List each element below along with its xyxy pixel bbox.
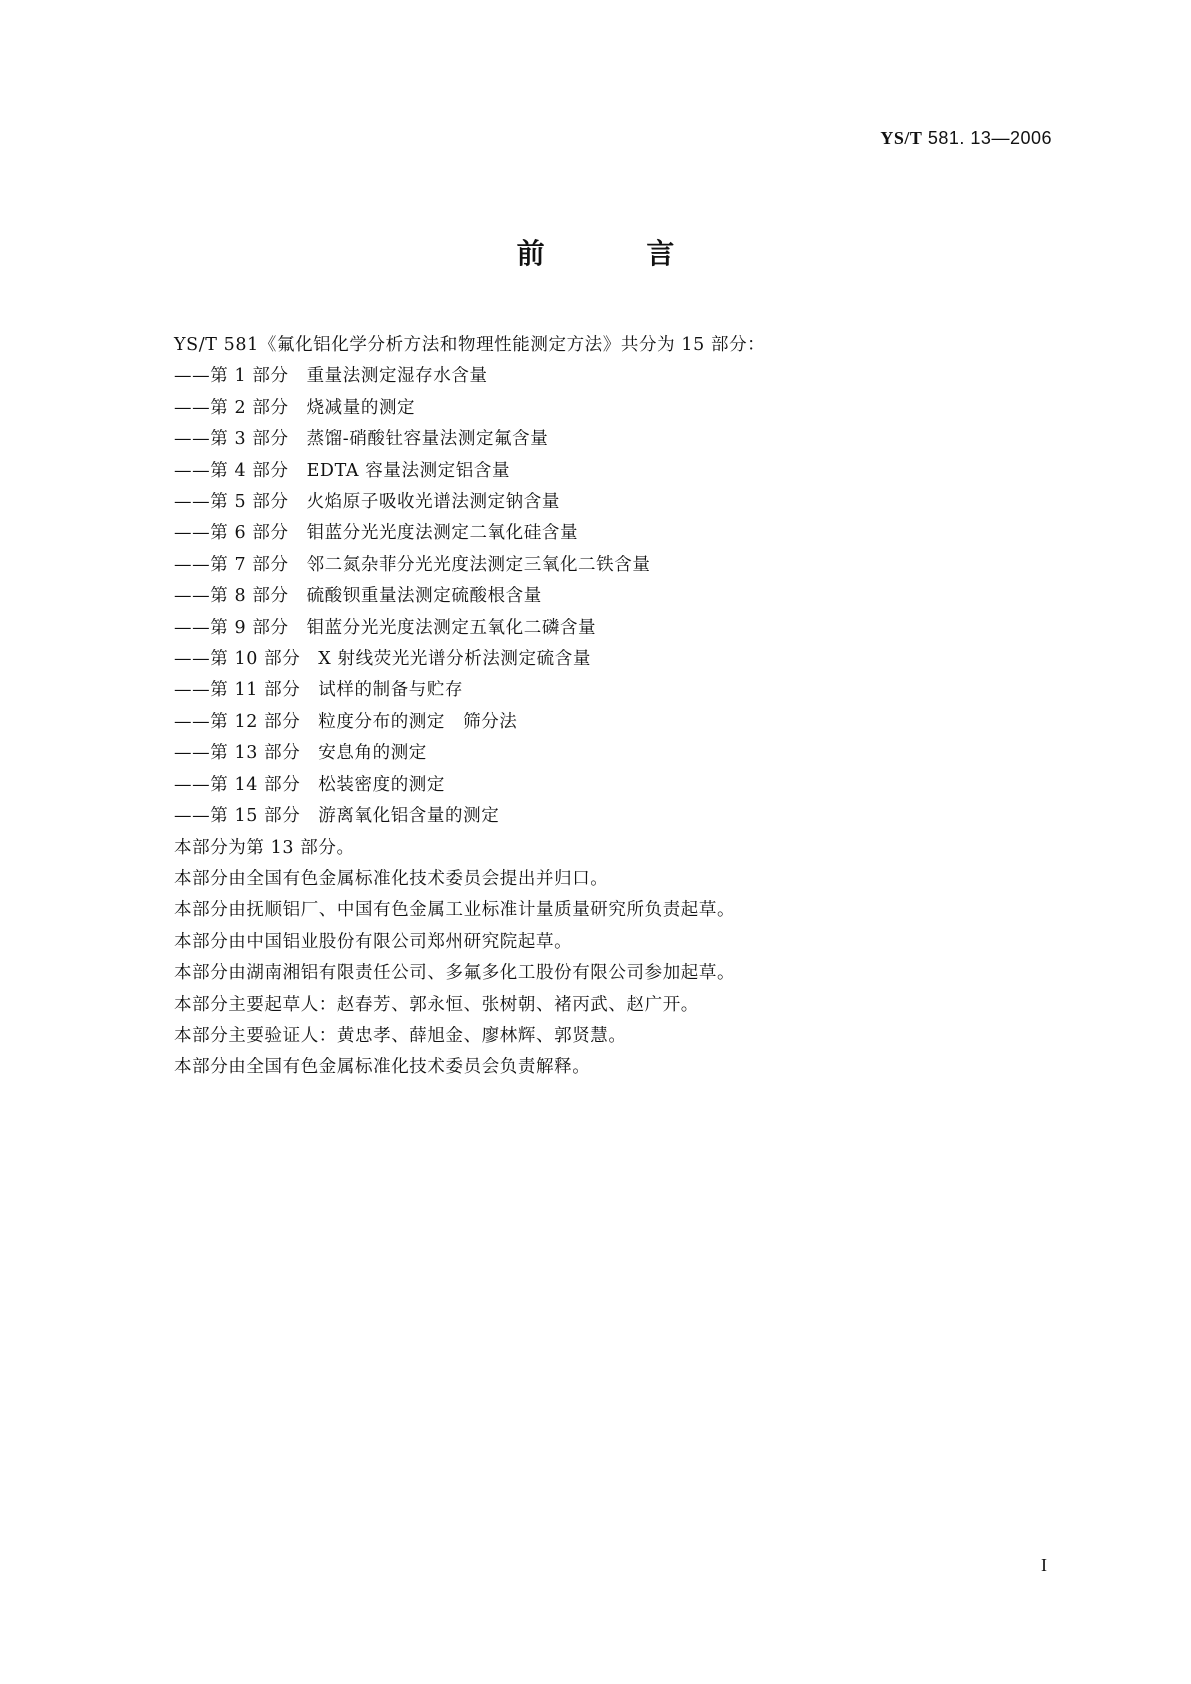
parts-list [174,361,1074,832]
part-number: ——第 12 部分 [174,711,301,732]
list-item [174,487,1074,518]
part-number: ——第 1 部分 [174,366,289,387]
list-item [174,801,1074,832]
list-item [174,707,1074,738]
list-item [174,770,1074,801]
part-number: ——第 6 部分 [174,523,289,544]
paragraph-participating-drafters: 本部分由湖南湘铝有限责任公司、多氟多化工股份有限公司参加起草。 [174,963,736,984]
part-number: ——第 8 部分 [174,586,289,607]
part-title: 钼蓝分光光度法测定二氧化硅含量 [306,523,579,544]
list-item [174,456,1074,487]
list-item [174,518,1074,549]
part-number: ——第 2 部分 [174,397,289,418]
part-number: ——第 9 部分 [174,617,289,638]
part-title: 烧减量的测定 [306,397,416,418]
list-item [174,581,1074,612]
foreword-body [174,330,1074,1084]
intro-paragraph: YS/T 581《氟化铝化学分析方法和物理性能测定方法》共分为 15 部分： [174,335,766,355]
standard-number-value: 581. 13—2006 [927,128,1052,148]
paragraph-main-drafters: 本部分主要起草人：赵春芳、郭永恒、张树朝、褚丙武、赵广开。 [174,994,699,1015]
part-title: X 射线荧光光谱分析法测定硫含量 [318,649,591,670]
page-title: 前 言 [516,237,721,270]
part-number: ——第 4 部分 [174,460,289,481]
part-title: 游离氧化铝含量的测定 [318,806,500,827]
part-title: 粒度分布的测定 筛分法 [318,711,518,732]
part-number: ——第 15 部分 [174,806,301,827]
part-title: 重量法测定湿存水含量 [306,366,488,387]
list-item [174,613,1074,644]
part-title: 硫酸钡重量法测定硫酸根含量 [306,586,542,607]
part-number: ——第 5 部分 [174,492,289,513]
part-title: 试样的制备与贮存 [318,680,464,701]
part-number: ——第 13 部分 [174,743,301,764]
part-title: 邻二氮杂菲分光光度法测定三氧化二铁含量 [306,554,651,575]
part-number: ——第 3 部分 [174,429,289,450]
part-title: 钼蓝分光光度法测定五氧化二磷含量 [306,617,597,638]
part-number: ——第 11 部分 [174,680,301,701]
part-number: ——第 7 部分 [174,554,289,575]
part-number: ——第 10 部分 [174,649,301,670]
part-number: ——第 14 部分 [174,774,301,795]
standard-code: YS/T [880,128,923,148]
list-item [174,361,1074,392]
part-title: 火焰原子吸收光谱法测定钠含量 [306,492,560,513]
paragraph-drafted-responsible: 本部分由抚顺铝厂、中国有色金属工业标准计量质量研究所负责起草。 [174,900,736,921]
page-number: I [1041,1555,1047,1575]
part-title: 松装密度的测定 [318,774,445,795]
list-item [174,550,1074,581]
part-title: 蒸馏-硝酸钍容量法测定氟含量 [306,429,549,450]
paragraph-interpretation: 本部分由全国有色金属标准化技术委员会负责解释。 [174,1057,591,1078]
standard-number [880,128,1052,149]
paragraph-this-part: 本部分为第 13 部分。 [174,837,355,858]
paragraph-drafted-by: 本部分由中国铝业股份有限公司郑州研究院起草。 [174,931,573,952]
list-item [174,393,1074,424]
part-title: 安息角的测定 [318,743,427,764]
list-item [174,644,1074,675]
paragraph-proposed-by: 本部分由全国有色金属标准化技术委员会提出并归口。 [174,868,609,889]
paragraph-main-verifiers: 本部分主要验证人：黄忠孝、薛旭金、廖林辉、郭贤慧。 [174,1025,627,1046]
list-item [174,675,1074,706]
list-item [174,738,1074,769]
list-item [174,424,1074,455]
part-title: EDTA 容量法测定铝含量 [306,460,511,481]
